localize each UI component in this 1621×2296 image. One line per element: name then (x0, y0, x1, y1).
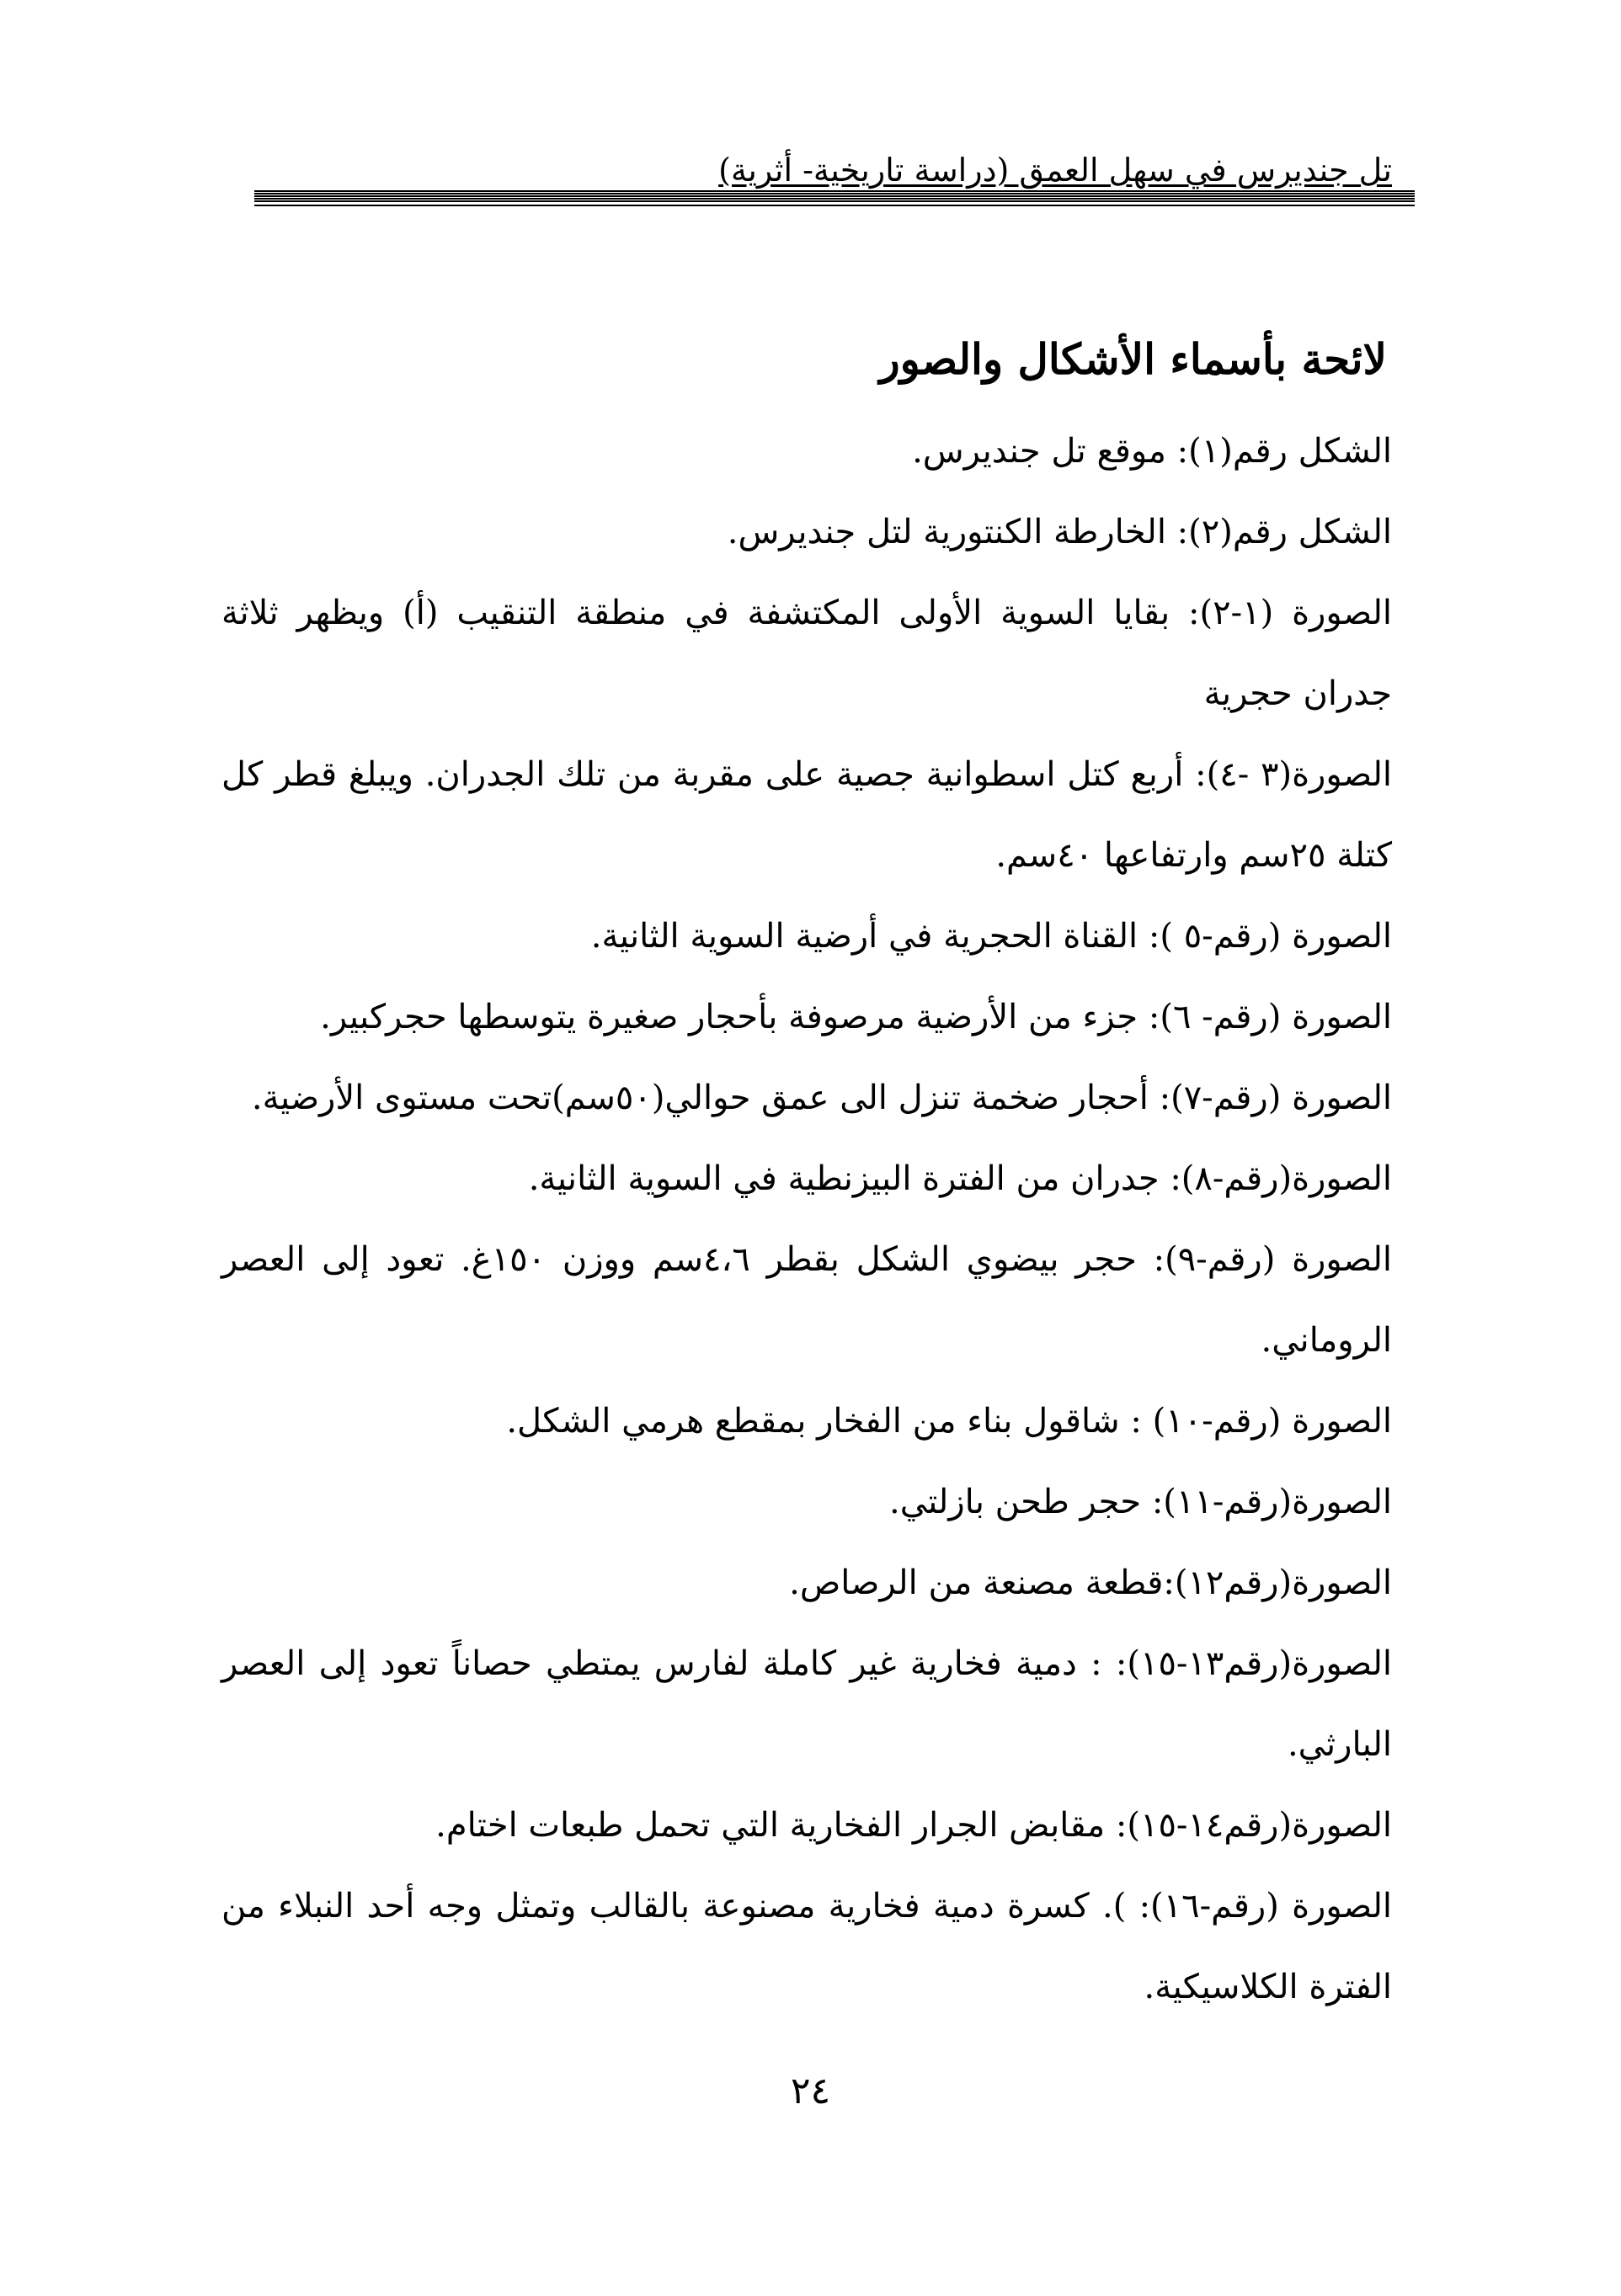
figure-list-item: الصورة(رقم١٤-١٥): مقابض الجرار الفخارية التي تحمل طبعات اختام. (435, 1806, 1392, 1845)
figure-list-item: الصورة (رقم-١٠) : شاقول بناء من الفخار بمقطع هرمي الشكل. (506, 1402, 1392, 1441)
figure-list-item: الصورة (رقم-٩): حجر بيضوي الشكل بقطر ٤،٦سم ووزن ١٥٠غ. تعود إلى العصر الروماني. (221, 1240, 1392, 1360)
header-rule-thin (254, 205, 1415, 206)
figure-list-item: الصورة (رقم- ٦): جزء من الأرضية مرصوفة بأحجار صغيرة يتوسطها حجركبير. (320, 998, 1392, 1036)
figure-list-item: الصورة (رقم-٥ ): القناة الحجرية في أرضية السوية الثانية. (590, 917, 1392, 956)
header-rule (254, 190, 1415, 202)
figure-list-item: الصورة(رقم١٢):قطعة مصنعة من الرصاص. (789, 1564, 1392, 1602)
figure-list-item: الصورة(٣ -٤): أربع كتل اسطوانية جصية على مقربة من تلك الجدران. ويبلغ قطر كل كتلة ٢٥سم وارتفاعها ٤٠سم. (221, 755, 1392, 875)
figure-list-item: الصورة(رقم١٣-١٥): : دمية فخارية غير كاملة لفارس يمتطي حصاناً تعود إلى العصر البارثي. (221, 1644, 1392, 1764)
figure-list-item: الصورة (١-٢): بقايا السوية الأولى المكتشفة في منطقة التنقيب (أ) ويظهر ثلاثة جدران حجرية (221, 594, 1392, 713)
figure-list-item: الصورة (رقم-٧): أحجار ضخمة تنزل الى عمق حوالي(٥٠سم)تحت مستوى الأرضية. (251, 1079, 1392, 1117)
figure-list-item: الشكل رقم(١): موقع تل جنديرس. (912, 432, 1392, 471)
figure-list-item: الصورة(رقم-١١): حجر طحن بازلتي. (889, 1483, 1392, 1521)
figure-list-item: الصورة(رقم-٨): جدران من الفترة البيزنطية في السوية الثانية. (528, 1159, 1392, 1198)
figure-list-item: الشكل رقم(٢): الخارطة الكنتورية لتل جنديرس. (727, 513, 1392, 551)
page-number: ٢٤ (790, 2070, 831, 2112)
figure-list-item: الصورة (رقم-١٦): ). كسرة دمية فخارية مصنوعة بالقالب وتمثل وجه أحد النبلاء من الفترة الكلاسيكية. (221, 1887, 1392, 2006)
figure-list (221, 411, 1392, 2027)
running-header: تل جنديرس في سهل العمق (دراسة تاريخية- أثرية) (718, 152, 1392, 189)
list-title: لائحة بأسماء الأشكال والصور (879, 334, 1387, 384)
